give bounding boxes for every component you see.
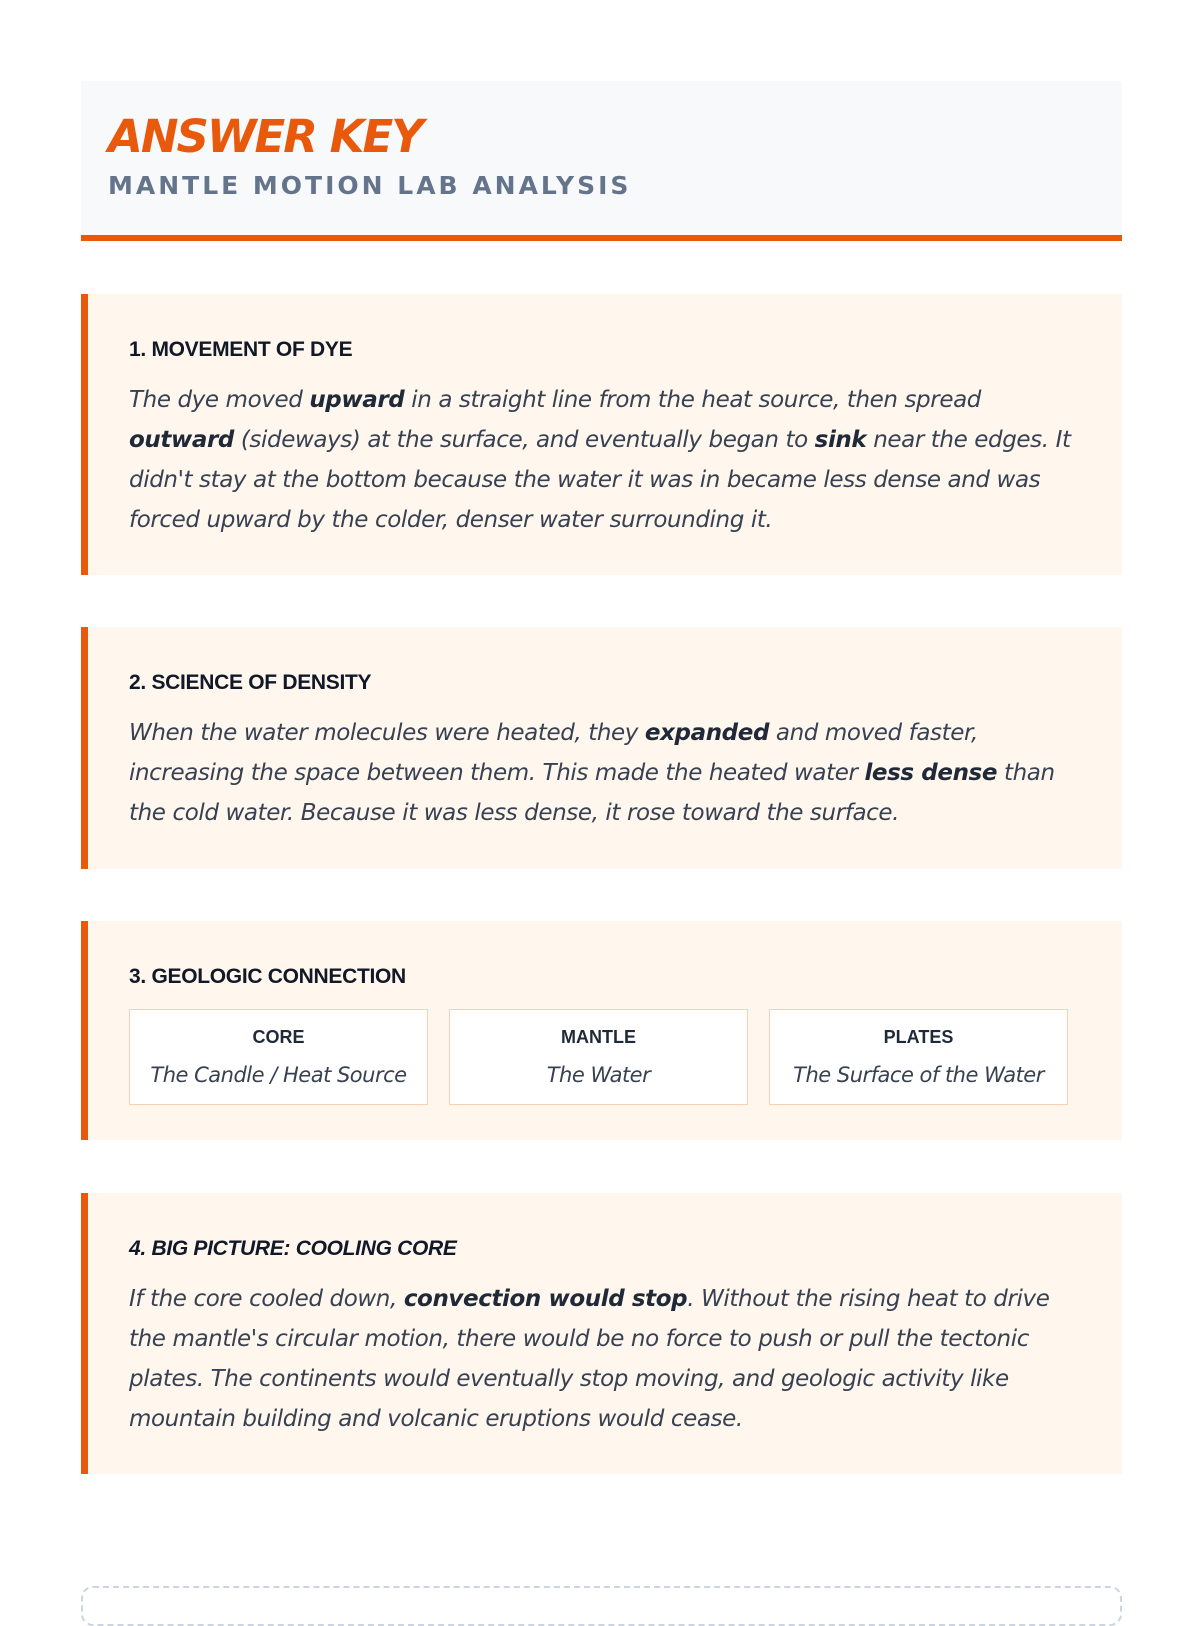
answer-text: The dye moved xyxy=(129,387,310,413)
emphasis-text: expanded xyxy=(644,720,770,746)
section-answer xyxy=(129,713,1084,833)
section-heading: 1. MOVEMENT OF DYE xyxy=(129,338,353,361)
section-science-of-density xyxy=(81,627,1122,869)
answer-text: than the cold water. Because it was less dense, it rose toward the surface. xyxy=(129,760,1055,826)
answer-text: (sideways) at the surface, and eventually began to xyxy=(233,427,815,453)
emphasis-text: less dense xyxy=(864,760,998,786)
answer-text: near the edges. It didn't stay at the bottom because the water it was in became less dense and was forced upward by the colder, denser water surrounding it. xyxy=(129,427,1071,533)
mapping-card-mantle xyxy=(449,1009,748,1105)
mapping-value: The Surface of the Water xyxy=(793,1063,1044,1087)
section-heading: 4. BIG PICTURE: COOLING CORE xyxy=(129,1237,457,1260)
mapping-card-core xyxy=(129,1009,428,1105)
header xyxy=(81,81,1122,241)
mapping-label: PLATES xyxy=(883,1027,954,1047)
section-big-picture xyxy=(81,1193,1122,1474)
section-answer xyxy=(129,1279,1084,1439)
answer-text: If the core cooled down, xyxy=(129,1286,404,1312)
mapping-value: The Candle / Heat Source xyxy=(150,1063,407,1087)
emphasis-text: outward xyxy=(129,427,234,453)
emphasis-text: convection would stop xyxy=(403,1286,688,1312)
page-subtitle: MANTLE MOTION LAB ANALYSIS xyxy=(108,171,632,200)
section-heading: 3. GEOLOGIC CONNECTION xyxy=(129,965,406,988)
answer-text: in a straight line from the heat source, then spread xyxy=(404,387,981,413)
mapping-value: The Water xyxy=(546,1063,651,1087)
mapping-label: MANTLE xyxy=(561,1027,636,1047)
emphasis-text: sink xyxy=(814,427,867,453)
answer-text: . Without the rising heat to drive the mantle's circular motion, there would be no force to push or pull the tectonic plates. The continents would eventually stop moving, and geologic activity like mountain building and volcanic eruptions would cease. xyxy=(129,1286,1050,1432)
section-geologic-connection xyxy=(81,921,1122,1140)
section-heading: 2. SCIENCE OF DENSITY xyxy=(129,671,372,694)
section-movement-of-dye xyxy=(81,294,1122,575)
dashed-box xyxy=(81,1586,1122,1626)
section-answer xyxy=(129,380,1084,540)
answer-key-page xyxy=(81,81,1122,241)
mapping-card-plates xyxy=(769,1009,1068,1105)
page-title: ANSWER KEY xyxy=(108,110,422,163)
geologic-mapping xyxy=(129,1009,1084,1105)
answer-text: and moved faster, increasing the space between them. This made the heated water xyxy=(129,720,978,786)
mapping-label: CORE xyxy=(252,1027,305,1047)
answer-text: When the water molecules were heated, they xyxy=(129,720,645,746)
emphasis-text: upward xyxy=(309,387,405,413)
